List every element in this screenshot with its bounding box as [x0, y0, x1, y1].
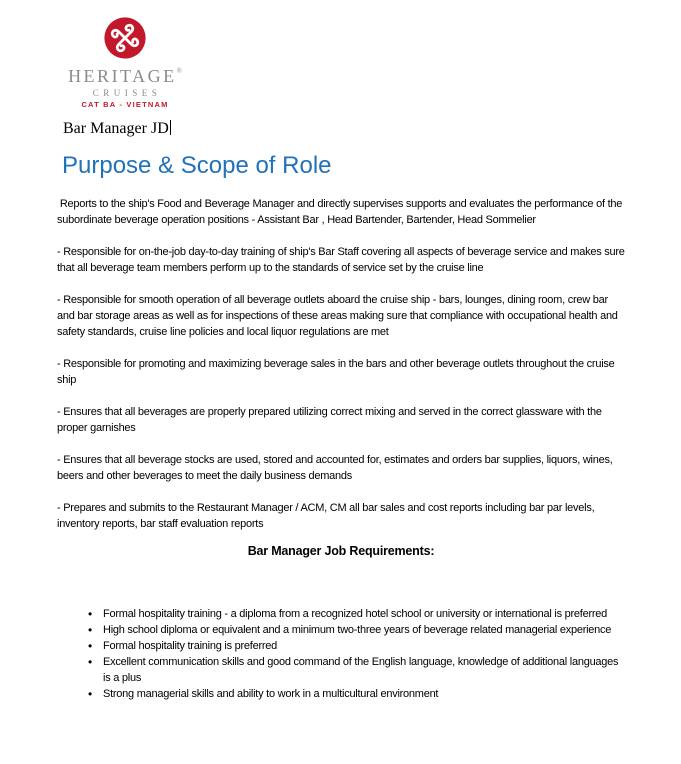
- paragraph: - Prepares and submits to the Restaurant Manager / ACM, CM all bar sales and cost reports including bar par levels, inventory reports, bar staff evaluation reports: [57, 502, 598, 530]
- heritage-emblem-icon: [103, 16, 147, 60]
- list-item: • High school diploma or equivalent and a minimum two-three years of beverage related managerial experience: [88, 622, 625, 638]
- list-item: • Formal hospitality training - a diploma from a recognized hotel school or university or international is preferred: [88, 606, 625, 622]
- brand-sub-name: CRUISES: [92, 88, 162, 98]
- list-item: • Formal hospitality training is preferred: [88, 638, 625, 654]
- paragraph: Reports to the ship's Food and Beverage Manager and directly supervises supports and evaluates the performance of the subordinate beverage operation positions - Assistant Bar , Head Bartender, Bartender, Head Sommelier: [57, 198, 625, 226]
- paragraph: - Ensures that all beverage stocks are used, stored and accounted for, estimates and orders bar supplies, liquors, wines, beers and other beverages to meet the daily business demands: [57, 454, 616, 482]
- paragraph: - Responsible for promoting and maximizing beverage sales in the bars and other beverage outlets throughout the cruise ship: [57, 358, 618, 386]
- requirements-list: [57, 606, 625, 702]
- list-item: • Strong managerial skills and ability to work in a multicultural environment: [88, 686, 625, 702]
- paragraph: - Responsible for smooth operation of all beverage outlets aboard the cruise ship - bars, lounges, dining room, crew bar and bar storage areas as well as for inspections of these areas making sure that compliance with occupational health and safety standards, cruise line policies and local liquor regulations are met: [57, 294, 621, 338]
- text-cursor: [170, 120, 172, 135]
- brand-location: CAT BA - VIETNAM: [81, 100, 169, 109]
- registered-mark: ®: [176, 67, 182, 75]
- document-title-line[interactable]: [63, 119, 625, 139]
- brand-name-text: HERITAGE: [68, 66, 177, 86]
- paragraph: - Responsible for on-the-job day-to-day training of ship's Bar Staff covering all aspects of beverage service and makes sure that all beverage team members perform up to the standards of service set by the cruise line: [57, 246, 628, 274]
- brand-name: [59, 61, 191, 87]
- list-item: • Excellent communication skills and good command of the English language, knowledge of additional languages is a plus: [88, 654, 625, 686]
- page-heading: Purpose & Scope of Role: [62, 152, 332, 179]
- document-title-text[interactable]: Bar Manager JD: [63, 120, 169, 137]
- paragraph: - Ensures that all beverages are properly prepared utilizing correct mixing and served in the correct glassware with the proper garnishes: [57, 406, 605, 434]
- brand-logo: [59, 16, 191, 110]
- document-body: [57, 196, 628, 532]
- requirements-heading: Bar Manager Job Requirements:: [247, 544, 435, 558]
